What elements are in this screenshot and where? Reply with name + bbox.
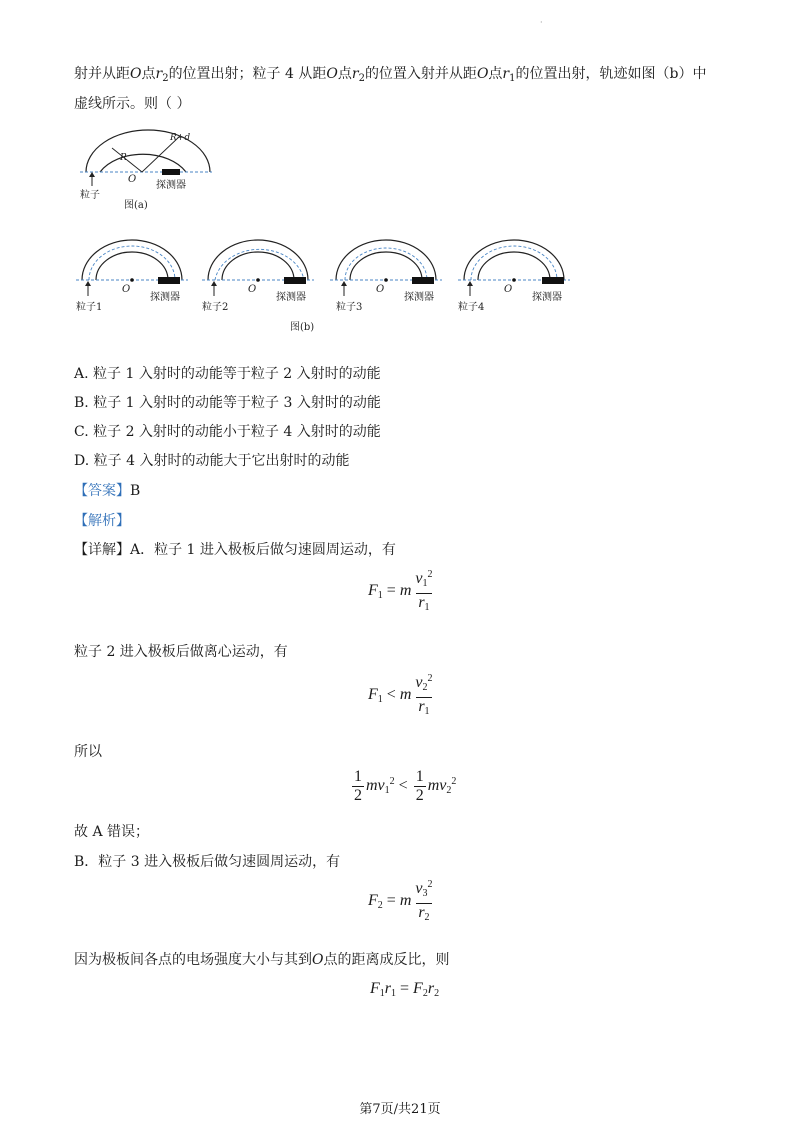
equation-1: $F_1 = m$ $\frac{v_1^2}{r_1}$	[368, 566, 436, 617]
fraction: $\frac{1}{2}$	[415, 768, 424, 804]
page-footer: 第7页/共21页	[359, 1102, 441, 1117]
detail-tag: 【详解】	[74, 542, 130, 558]
fraction: $\frac{v_2^2}{r_1}$	[413, 670, 434, 721]
label-O: O	[128, 174, 137, 185]
text-3: 所以	[74, 744, 102, 760]
option-d: D. 粒子 4 入射时的动能大于它出射时的动能	[74, 453, 350, 469]
option-c: C. 粒子 2 入射时的动能小于粒子 4 入射时的动能	[74, 424, 381, 440]
label-detector: 探测器	[156, 180, 186, 191]
detector-label-2: 探测器	[276, 292, 306, 303]
panel-3	[330, 240, 442, 313]
particle-label-2: 粒子2	[202, 302, 229, 313]
figure-b	[76, 234, 576, 334]
particle-label-1: 粒子1	[76, 302, 103, 313]
label-R: R	[120, 153, 127, 163]
detector-block	[162, 169, 180, 175]
analysis-tag: 【解析】	[74, 513, 130, 529]
option-b: B. 粒子 1 入射时的动能等于粒子 3 入射时的动能	[74, 395, 381, 411]
text-4: 故 A 错误；	[74, 824, 150, 840]
equation-3: $\frac{1}{2}$ $mv_1^2$ < $\frac{1}{2}$ $mv_2^2$	[354, 768, 457, 804]
option-a: A. 粒子 1 入射时的动能等于粒子 2 入射时的动能	[74, 366, 381, 382]
detector-label-3: 探测器	[404, 292, 434, 303]
text-6: 因为极板间各点的电场强度大小与其到O点的距离成反比，则	[74, 952, 450, 968]
fraction: $\frac{v_1^2}{r_1}$	[413, 566, 434, 617]
text-5: B．粒子 3 进入极板后做匀速圆周运动，有	[74, 854, 341, 870]
particle-label-3: 粒子3	[336, 302, 363, 313]
trajectory-4	[471, 246, 557, 280]
figure-b-caption: 图(b)	[290, 322, 315, 333]
fraction: $\frac{v_3^2}{r_2}$	[413, 876, 434, 927]
trajectory-3	[345, 248, 427, 280]
detector-label-4: 探测器	[532, 292, 562, 303]
equation-5: $F_1r_1 = F_2r_2$	[370, 980, 440, 999]
equation-2: $F_1 < m$ $\frac{v_2^2}{r_1}$	[368, 670, 436, 721]
panel-4	[458, 240, 570, 313]
intro-line-1: 射并从距O点$r_2$的位置出射；粒子 4 从距O点$r_2$的位置入射并从距O点$r_1$的位置出射，轨迹如图（b）中	[74, 66, 707, 84]
particle-label-4: 粒子4	[458, 302, 485, 313]
o-label-3: O	[376, 284, 385, 295]
figure-a-caption: 图(a)	[124, 200, 148, 210]
answer-line	[74, 481, 140, 501]
equation-4: $F_2 = m$ $\frac{v_3^2}{r_2}$	[368, 876, 436, 927]
figure-a	[76, 126, 216, 210]
panel-1	[76, 240, 188, 313]
label-R-plus-d: R+d	[170, 133, 191, 143]
top-mark: ·	[540, 18, 543, 27]
o-label-2: O	[248, 284, 257, 295]
answer-tag: 【答案】	[74, 483, 130, 499]
answer-value: B	[130, 483, 141, 499]
o-label-1: O	[122, 284, 131, 295]
label-particle: 粒子	[80, 190, 100, 201]
detail-line: 【详解】A．粒子 1 进入极板后做匀速圆周运动，有	[74, 542, 396, 558]
panel-2	[202, 240, 314, 313]
text-2: 粒子 2 进入极板后做离心运动，有	[74, 644, 288, 660]
o-label-4: O	[504, 284, 513, 295]
fraction: $\frac{1}{2}$	[354, 768, 362, 804]
arrow-head-icon	[89, 172, 95, 177]
detector-label-1: 探测器	[150, 292, 180, 303]
trajectory-1	[89, 246, 175, 280]
intro-line-2: 虚线所示。则（ ）	[74, 96, 191, 112]
